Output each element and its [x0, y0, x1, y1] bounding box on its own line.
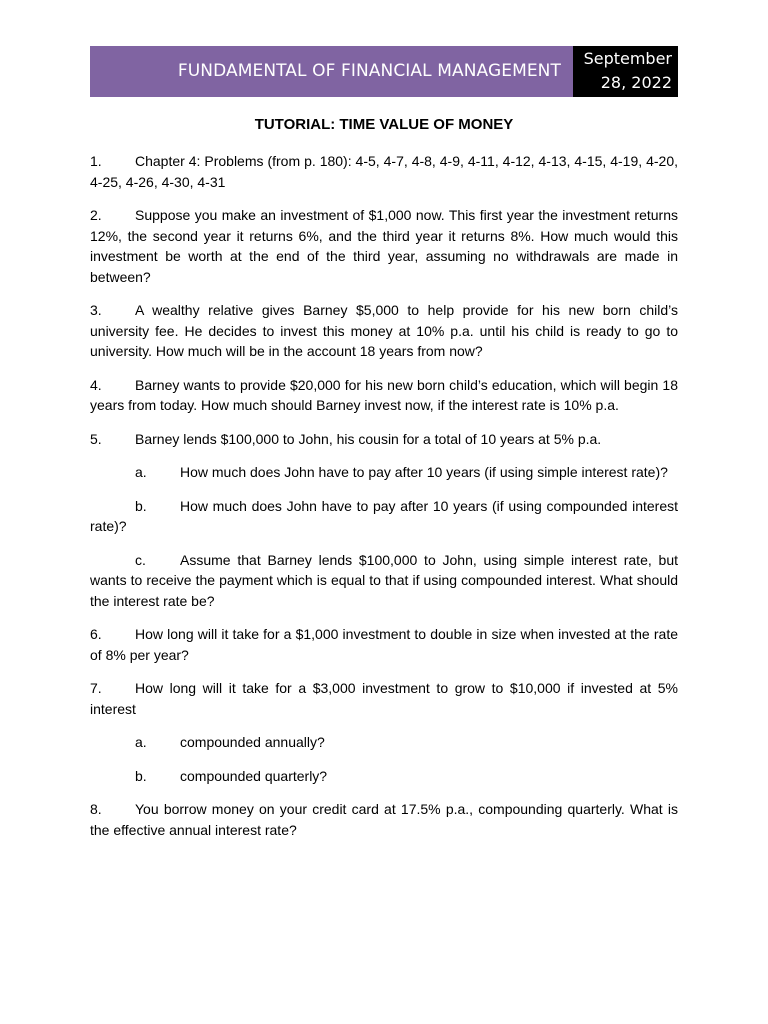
question-5b: [90, 496, 678, 537]
document-title: TUTORIAL: TIME VALUE OF MONEY: [254, 116, 514, 133]
question-5c: [90, 550, 678, 612]
question-number: 7.: [90, 680, 102, 696]
question-8: [90, 799, 678, 840]
sub-question-text: Assume that Barney lends $100,000 to John, using simple interest rate, but wants to receive the payment which is equal to that if using compounded interest. What should the interest rate be?: [90, 551, 678, 609]
questions-list: [90, 151, 678, 853]
question-number: 4.: [90, 376, 102, 393]
question-text: How long will it take for a $1,000 investment to double in size when invested at the rate of 8% per year?: [90, 626, 678, 663]
question-7b: [90, 766, 678, 787]
sub-question-letter: b.: [135, 497, 147, 514]
question-5a: [90, 462, 678, 483]
question-number: 2.: [90, 207, 102, 223]
header-date: [573, 46, 678, 97]
question-text: How long will it take for a $3,000 investment to grow to $10,000 if invested at 5% interest: [90, 680, 678, 717]
question-7a: [90, 732, 678, 753]
question-number: 5.: [90, 430, 102, 447]
question-5: [90, 429, 678, 450]
question-number: 1.: [90, 153, 102, 169]
course-title: FUNDAMENTAL OF FINANCIAL MANAGEMENT: [90, 46, 573, 97]
question-2: [90, 205, 678, 287]
question-3: [90, 300, 678, 362]
sub-question-letter: b.: [135, 767, 147, 784]
question-text: Barney lends $100,000 to John, his cousin for a total of 10 years at 5% p.a.: [135, 430, 602, 447]
sub-question-letter: c.: [135, 551, 146, 568]
question-text: Chapter 4: Problems (from p. 180): 4-5, 4-7, 4-8, 4-9, 4-11, 4-12, 4-13, 4-15, 4-19, 4-20, 4-25, 4-26, 4-30, 4-31: [90, 153, 678, 190]
sub-question-letter: a.: [135, 734, 147, 750]
sub-question-text: compounded annually?: [180, 734, 325, 750]
sub-question-text: How much does John have to pay after 10 years (if using simple interest rate)?: [180, 464, 668, 480]
question-number: 6.: [90, 626, 102, 642]
date-line-1: September: [583, 49, 672, 68]
question-1: [90, 151, 678, 192]
question-number: 8.: [90, 801, 102, 817]
question-4: [90, 375, 678, 416]
question-text: You borrow money on your credit card at 17.5% p.a., compounding quarterly. What is the effective annual interest rate?: [90, 801, 678, 838]
question-text: Suppose you make an investment of $1,000 now. This first year the investment returns 12%, the second year it returns 6%, and the third year it returns 8%. How much would this investment be worth at the end of the third year, assuming no withdrawals are made in between?: [90, 207, 678, 285]
question-text: Barney wants to provide $20,000 for his new born child’s education, which will begin 18 years from today. How much should Barney invest now, if the interest rate is 10% p.a.: [90, 376, 678, 413]
date-line-2: 28, 2022: [600, 73, 672, 92]
question-number: 3.: [90, 302, 102, 318]
question-6: [90, 624, 678, 665]
sub-question-letter: a.: [135, 464, 147, 480]
sub-question-text: compounded quarterly?: [180, 767, 328, 784]
header-banner: [90, 46, 678, 97]
question-text: A wealthy relative gives Barney $5,000 to help provide for his new born child’s university fee. He decides to invest this money at 10% p.a. until his child is ready to go to university. How much will be in the account 18 years from now?: [90, 302, 678, 359]
question-7: [90, 678, 678, 719]
sub-question-text: How much does John have to pay after 10 years (if using compounded interest rate)?: [90, 497, 678, 534]
